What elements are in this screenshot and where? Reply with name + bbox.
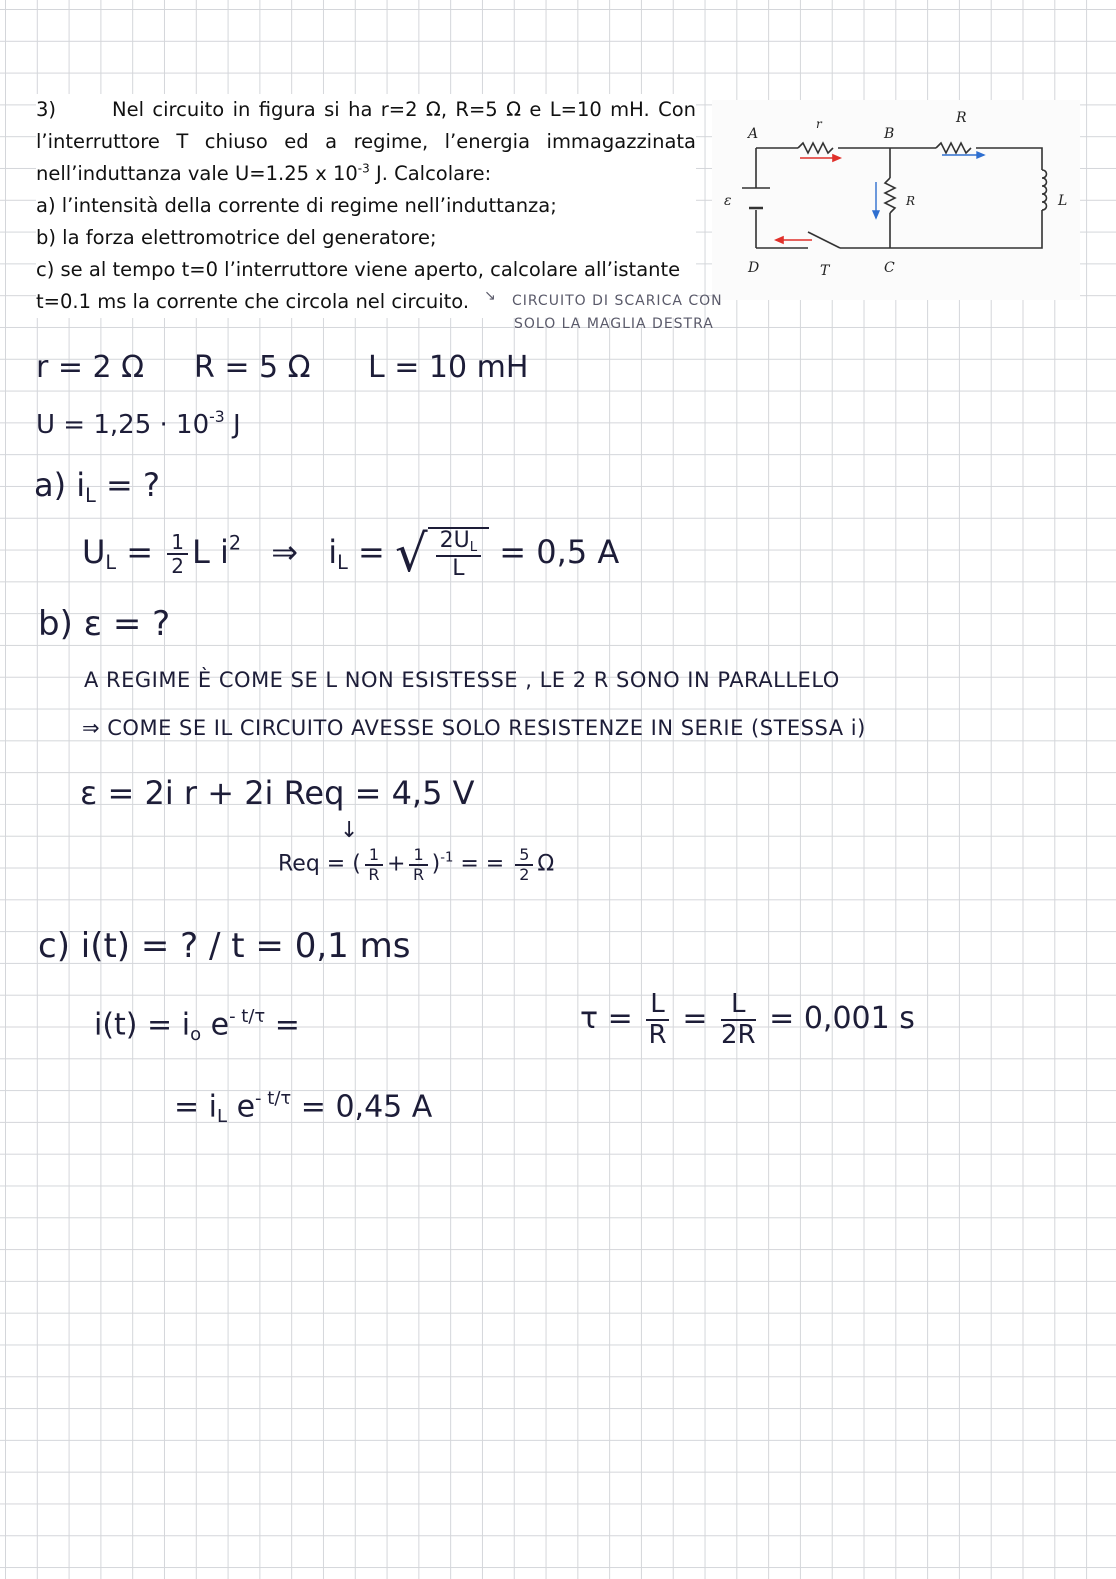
given-L: L = 10 mH: [368, 350, 529, 385]
problem-item-b: b) la forza elettromotrice del generatore;: [36, 226, 437, 249]
problem-item-c-line1: c) se al tempo t=0 l’interruttore viene aperto, calcolare all’istante: [36, 258, 681, 281]
given-R: R = 5 Ω: [194, 350, 311, 385]
down-arrow: ↓: [340, 818, 359, 843]
label-R-middle: R: [906, 194, 916, 208]
label-R-top: R: [956, 110, 967, 126]
question-c: c) i(t) = ? / t = 0,1 ms: [38, 926, 411, 966]
inductor-L: [1042, 170, 1047, 210]
problem-statement: [36, 94, 696, 318]
circuit-diagram: [712, 100, 1080, 300]
switch-T: [808, 232, 840, 248]
resistor-r: [798, 143, 833, 153]
answer-b-equation: ε = 2i r + 2i Req = 4,5 V: [80, 774, 475, 812]
given-r: r = 2 Ω: [36, 350, 145, 385]
req-equation: Req = ( $\frac{1}{R}$ + $\frac{1}{R}$ )$^{-1}$ = = $\frac{5}{2}$ Ω: [278, 845, 555, 884]
problem-item-a: a) l’intensità della corrente di regime nell’induttanza;: [36, 194, 557, 217]
label-L: L: [1058, 193, 1068, 209]
resistor-R-middle: [885, 178, 895, 213]
node-c-label: C: [884, 260, 895, 276]
problem-line-2: l’interruttore T chiuso ed a regime, l’energia immagazzinata: [36, 130, 696, 153]
node-a-label: A: [748, 126, 759, 142]
resistor-R-top: [936, 143, 971, 153]
problem-line-3: nell’induttanza vale U=1.25 x $10^{-3}$ J. Calcolare:: [36, 161, 492, 185]
problem-number: 3): [36, 98, 57, 121]
tau-equation: τ = $\frac{L}{R}$ = $\frac{L}{2R}$ = 0,001 s: [580, 989, 915, 1050]
problem-line-1: 3) Nel circuito in figura si ha r=2 Ω, R=5 Ω e L=10 mH. Con: [36, 94, 696, 126]
problem-item-c-line2: t=0.1 ms la corrente che circola nel circuito.: [36, 290, 470, 313]
annotation-line-2: SOLO LA MAGLIA DESTRA: [514, 316, 714, 332]
question-b: b) ε = ?: [38, 604, 171, 644]
question-a: a) $i_L$ = ?: [34, 466, 160, 507]
node-b-label: B: [884, 126, 895, 142]
explanation-b-line-2: ⇒ COME SE IL CIRCUITO AVESSE SOLO RESISTENZE IN SERIE (STESSA i): [82, 716, 866, 740]
annotation-line-1: CIRCUITO DI SCARICA CON: [512, 293, 723, 309]
label-emf: ε: [724, 193, 732, 209]
answer-a-equation: $U_L$ = $\frac{1}{2}$ L $i^2$ ⇒ $i_L$ = √ $\frac{2U_L}{L}$ = 0,5 A: [82, 524, 620, 584]
given-U: $U = 1,25 \cdot 10^{-3}$ J: [36, 408, 241, 440]
answer-c-line-1: $i(t) = i_o$ $e^{- t/\tau}$ =: [94, 1006, 300, 1045]
label-r: r: [816, 117, 822, 131]
annotation-arrow: ↘: [484, 288, 496, 304]
node-d-label: D: [748, 260, 760, 276]
label-T: T: [820, 263, 830, 279]
explanation-b-line-1: A REGIME È COME SE L NON ESISTESSE , LE 2 R SONO IN PARALLELO: [84, 668, 840, 692]
answer-c-line-2: = $i_L$ $e^{- t/\tau} = 0,45$ A: [174, 1088, 433, 1127]
